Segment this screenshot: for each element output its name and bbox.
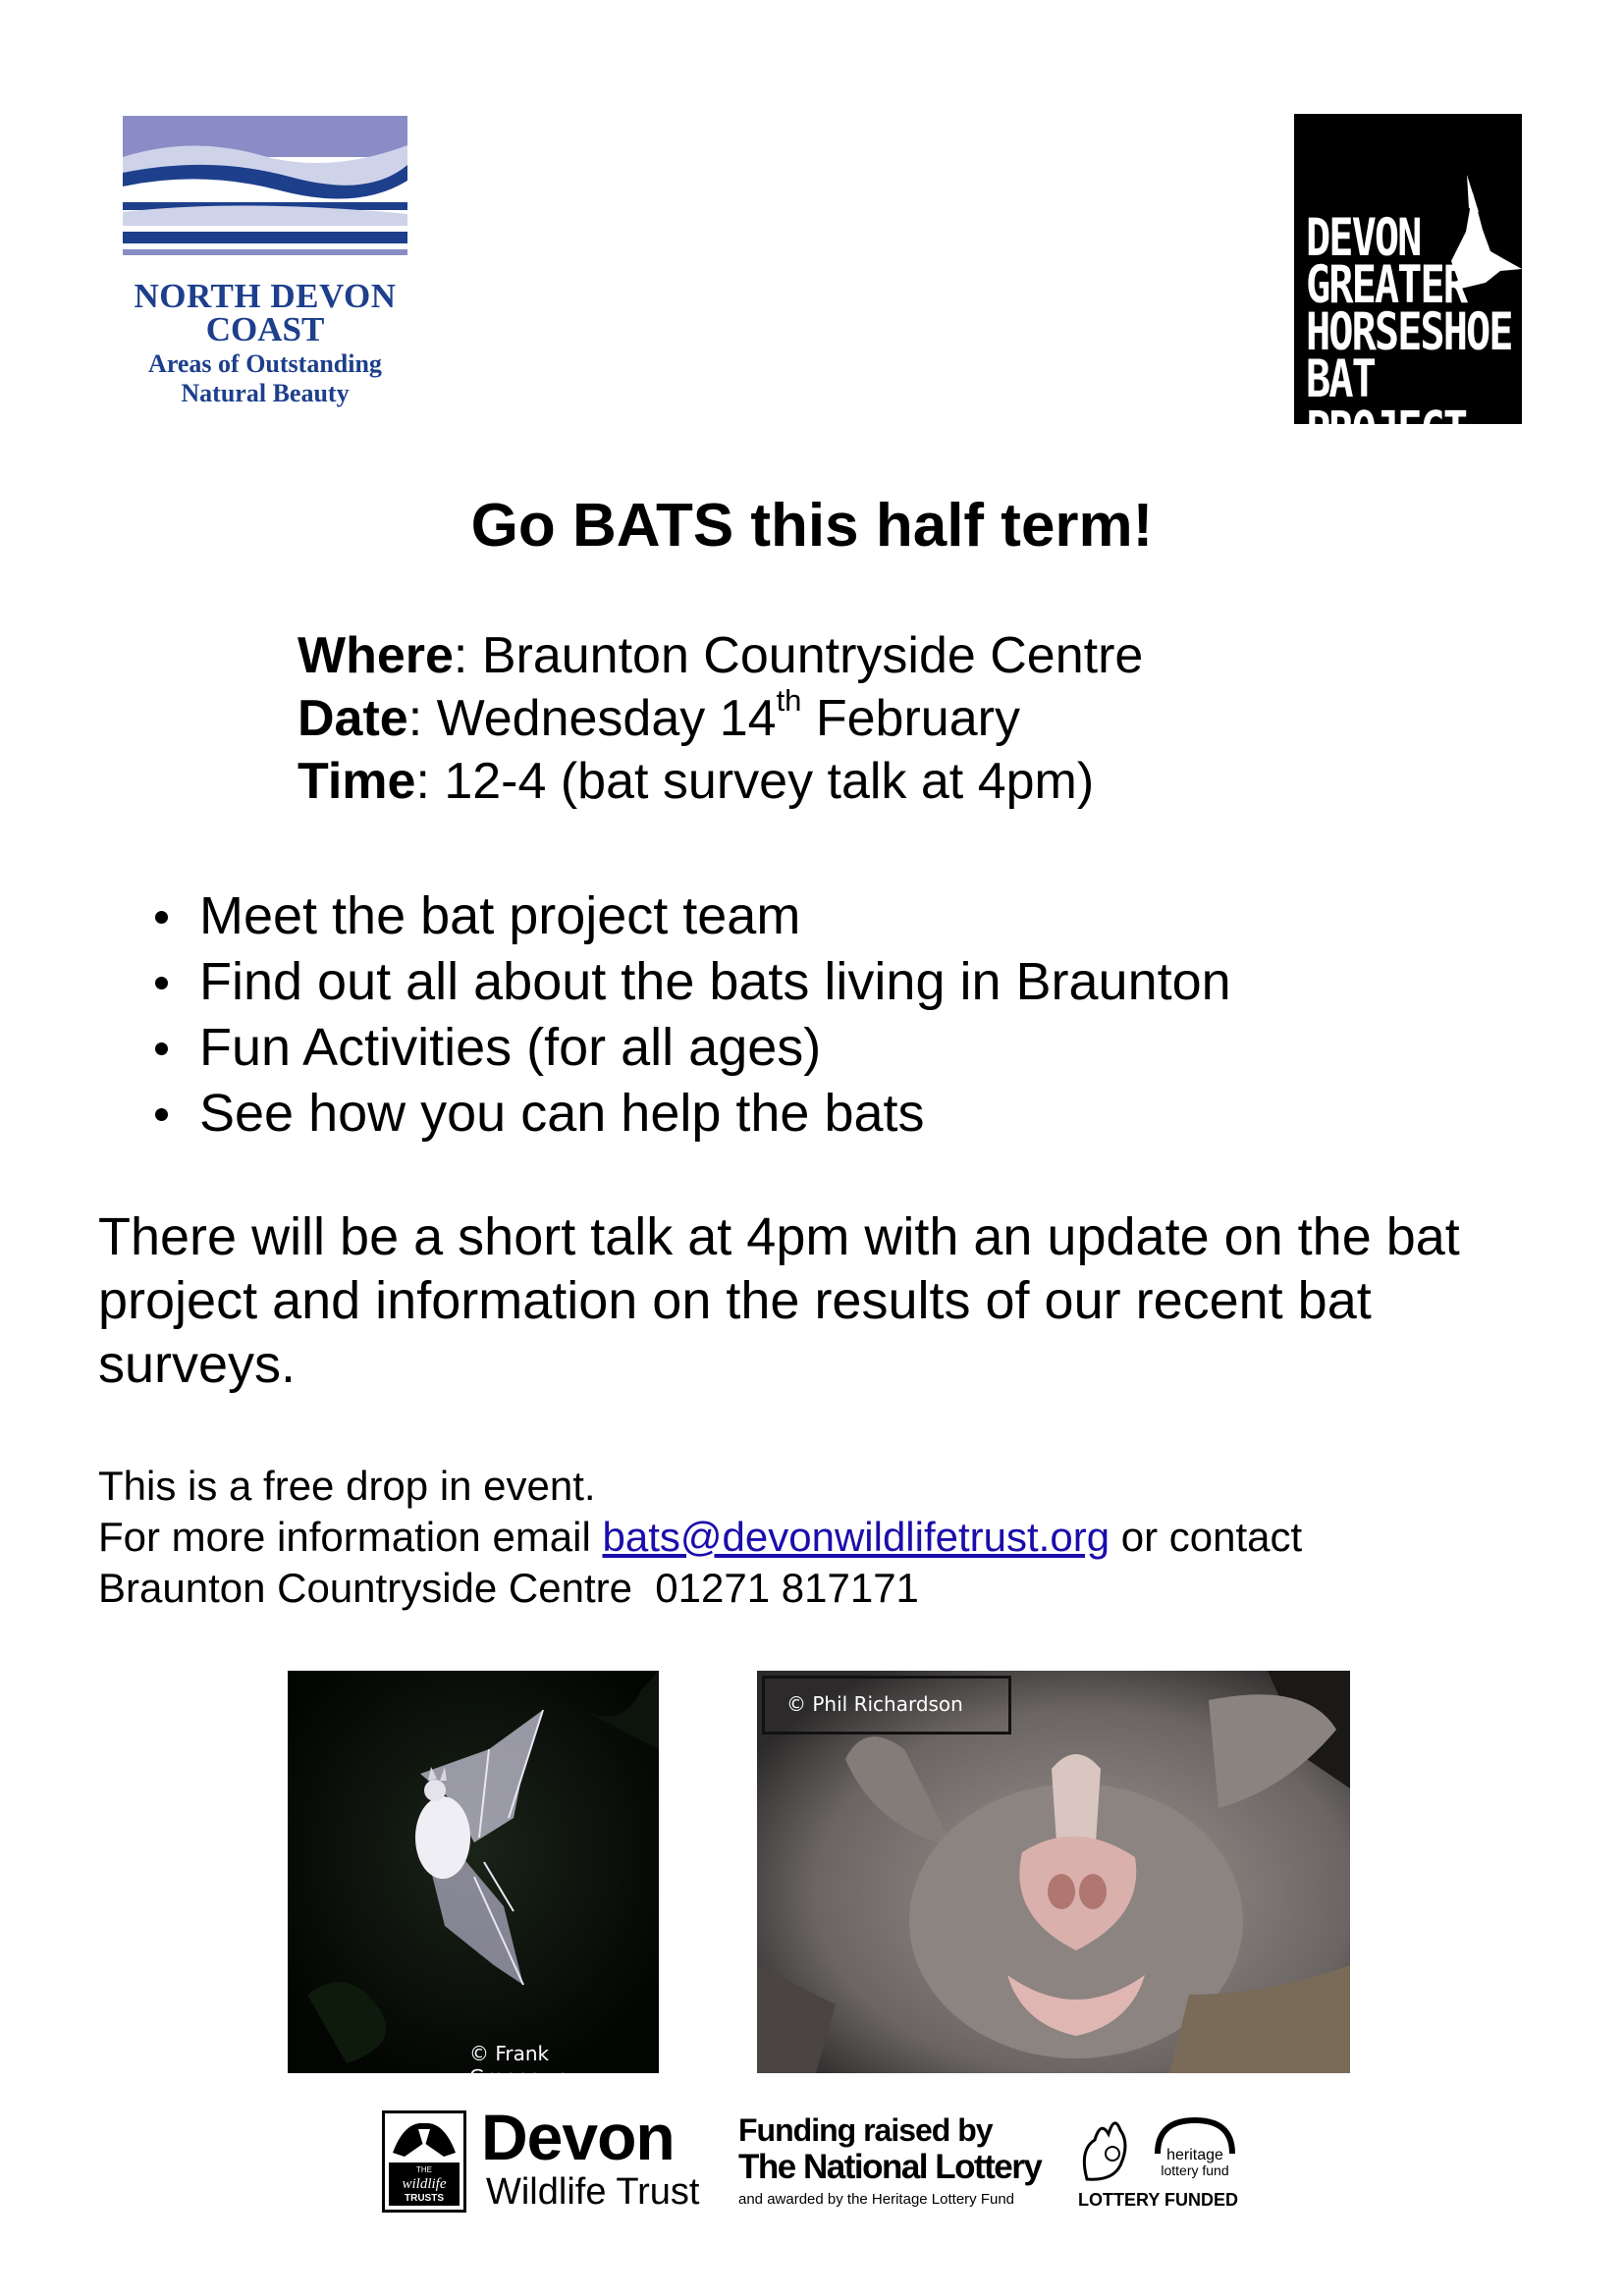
horseshoe-bat-face-photo [757,1671,1350,2073]
contact-line [98,1512,1302,1563]
bullet-icon [155,1108,168,1121]
flying-bat-photo [288,1671,659,2089]
event-time [298,753,1095,810]
lottery-funded-label: LOTTERY FUNDED [1078,2190,1239,2210]
national-lottery-name: The National Lottery [738,2148,1042,2186]
devon-wildlife-trust-name: Devon [481,2101,675,2173]
list-item-text: Fun Activities (for all ages) [199,1018,822,1077]
contact-text-post: or contact [1110,1514,1303,1560]
badge-text: THE [416,2165,432,2174]
email-link[interactable]: bats@devonwildlifetrust.org [602,1514,1110,1560]
contact-text: For more information email [98,1514,603,1560]
bat-logo-line: BAT PROJECT [1306,348,1467,460]
activity-list [98,883,1231,1147]
list-item-text: Find out all about the bats living in Braunton [199,952,1231,1011]
time-label: Time [298,753,416,810]
photo-credit: © Frank Greenaway [469,2042,581,2089]
flying-bat-illustration [288,1671,659,2073]
list-item-text: Meet the bat project team [199,886,801,945]
list-item [98,1081,1231,1147]
free-event-note: This is a free drop in event. [98,1463,596,1509]
bat-logo-line: HORSESHOE [1306,301,1512,362]
aonb-logo-line: COAST [205,310,325,348]
date-label: Date [298,690,408,747]
event-date [298,683,1020,747]
aonb-logo-line: Natural Beauty [181,379,350,407]
bat-logo-line: DEVON [1306,207,1421,268]
north-devon-coast-aonb-logo [123,116,407,415]
badge-text: wildlife [402,2176,447,2192]
crossed-fingers-icon [1075,2110,1244,2189]
where-value: : Braunton Countryside Centre [453,627,1144,684]
where-label: Where [298,627,454,684]
devon-wildlife-trust-subtitle: Wildlife Trust [486,2171,700,2213]
devon-greater-horseshoe-bat-project-logo [1294,114,1522,460]
bullet-icon [155,1042,168,1055]
aonb-wave-graphic [123,116,407,263]
bullet-icon [155,977,168,989]
bat-logo-line: GREATER [1306,254,1467,315]
badge-text: TRUSTS [405,2193,444,2204]
aonb-logo-line: Areas of Outstanding [148,349,382,378]
photo-credit: © Phil Richardson [786,1692,963,1716]
time-value: : 12-4 (bat survey talk at 4pm) [415,753,1095,810]
date-value: : Wednesday 14 [407,690,777,747]
talk-paragraph: There will be a short talk at 4pm with an update on the bat project and information on the results of our recent bat surveys. [98,1207,1460,1394]
hlf-text: lottery fund [1161,2163,1229,2178]
wildlife-trusts-badge-logo [382,2110,466,2213]
event-where [298,627,1144,684]
bullet-icon [155,911,168,924]
date-ordinal: th [776,683,802,718]
badger-icon [385,2113,463,2210]
hlf-text: heritage [1166,2147,1223,2163]
list-item [98,949,1231,1015]
aonb-logo-line: NORTH DEVON [134,277,397,315]
list-item [98,883,1231,949]
lottery-funding-line: Funding raised by [738,2112,993,2148]
phone-line: Braunton Countryside Centre 01271 817171 [98,1565,919,1611]
list-item [98,1015,1231,1081]
date-month: February [801,690,1020,747]
lottery-logos [1075,2110,1244,2189]
lottery-award-note: and awarded by the Heritage Lottery Fund [738,2191,1015,2208]
page-title: Go BATS this half term! [470,492,1154,560]
list-item-text: See how you can help the bats [199,1084,925,1143]
